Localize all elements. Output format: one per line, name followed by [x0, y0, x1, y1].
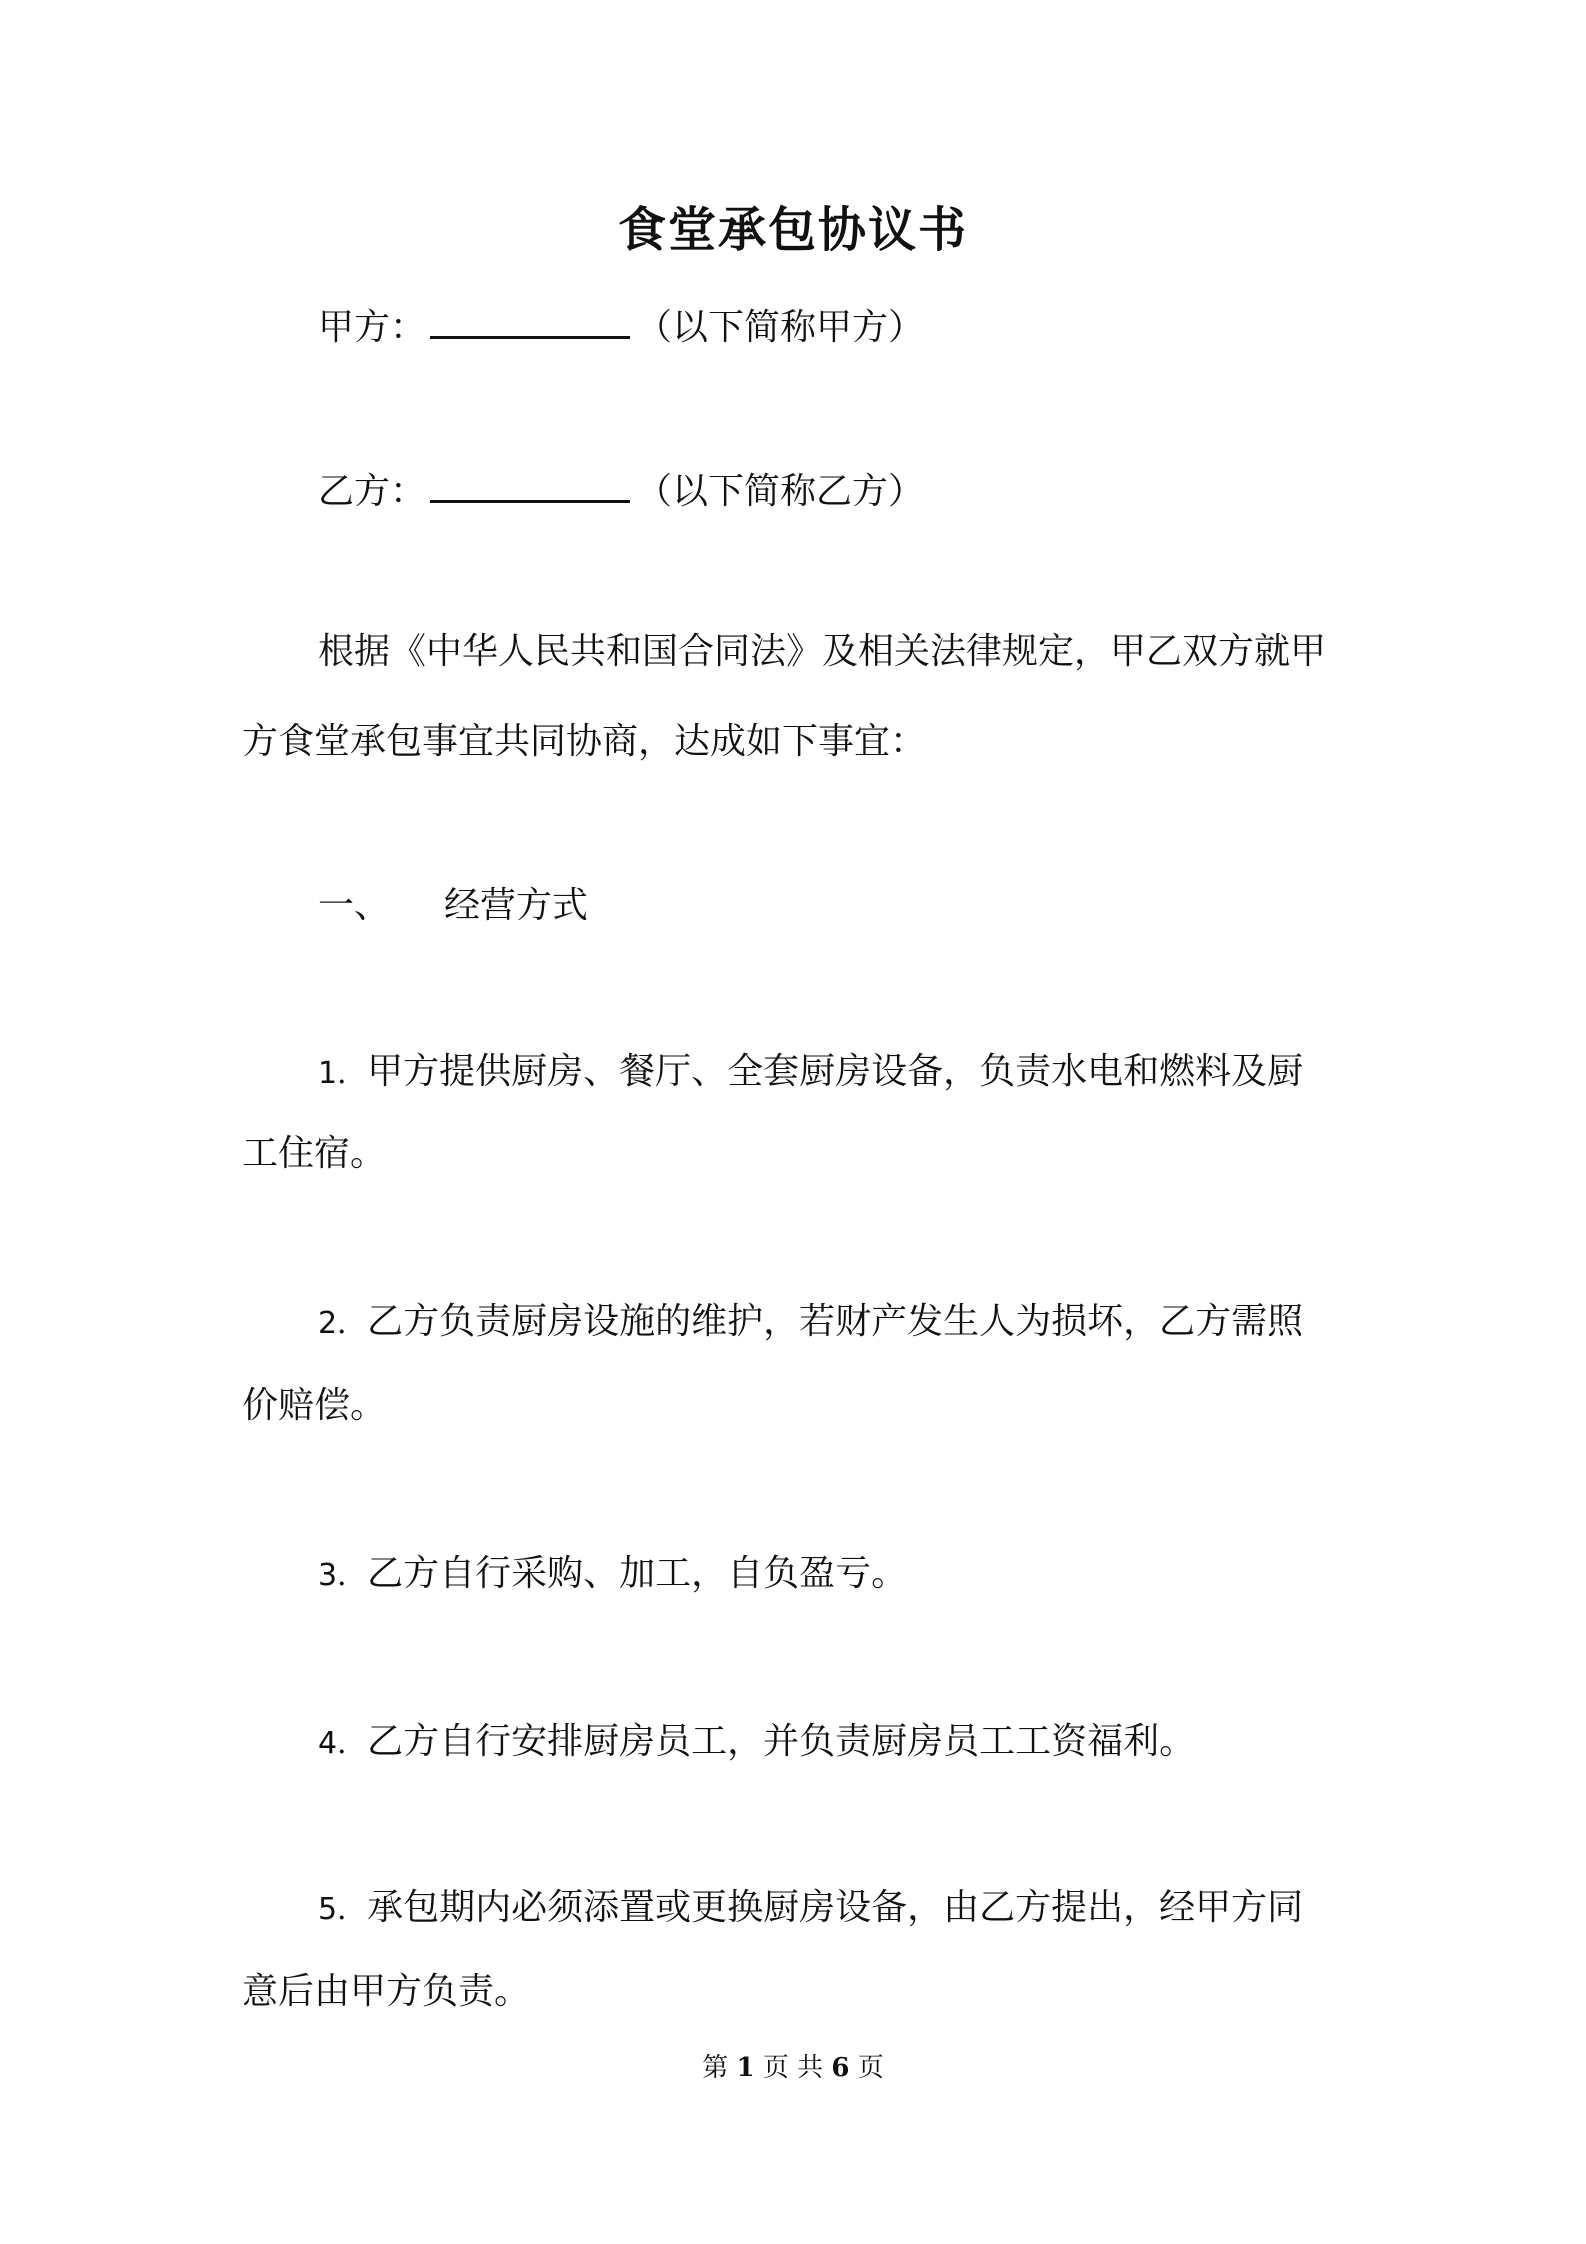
footer-total-pages: 6 — [831, 2053, 850, 2083]
section-title: 经营方式 — [444, 885, 589, 926]
clause-1-line-2: 工住宿。 — [242, 1133, 387, 1174]
clause-number: 4． — [318, 1726, 368, 1761]
footer-prefix: 第 — [702, 2053, 729, 2083]
footer-suffix: 页 — [857, 2053, 884, 2083]
preamble-line-1: 根据《中华人民共和国合同法》及相关法律规定，甲乙双方就甲 — [318, 631, 1327, 672]
party-a-blank[interactable] — [430, 298, 630, 339]
clause-5-line-1 — [318, 1884, 1303, 1934]
footer-middle: 页 共 — [762, 2053, 824, 2083]
party-a-line — [318, 298, 924, 352]
party-b-blank[interactable] — [430, 462, 630, 503]
clause-4-line-1 — [318, 1718, 1195, 1768]
clause-text: 乙方自行采购、加工，自负盈亏。 — [367, 1553, 908, 1594]
clause-2-line-2: 价赔偿。 — [242, 1385, 387, 1426]
party-b-suffix: （以下简称乙方） — [636, 471, 925, 512]
clause-number: 2． — [318, 1306, 368, 1341]
preamble-line-2: 方食堂承包事宜共同协商，达成如下事宜： — [242, 721, 927, 762]
section-number: 一、 — [318, 885, 391, 926]
document-title: 食堂承包协议书 — [617, 202, 968, 258]
footer-page-number: 1 — [736, 2053, 755, 2083]
clause-text: 甲方提供厨房、餐厅、全套厨房设备，负责水电和燃料及厨 — [367, 1051, 1304, 1092]
section-heading — [318, 882, 588, 930]
clause-text: 承包期内必须添置或更换厨房设备，由乙方提出，经甲方同 — [367, 1887, 1304, 1928]
clause-number: 3． — [318, 1558, 368, 1593]
clause-1-line-1 — [318, 1048, 1303, 1098]
clause-3-line-1 — [318, 1550, 907, 1600]
party-b-line — [318, 462, 924, 516]
party-a-label: 甲方： — [318, 307, 427, 348]
clause-5-line-2: 意后由甲方负责。 — [242, 1971, 531, 2012]
clause-number: 5． — [318, 1892, 368, 1927]
clause-number: 1． — [318, 1056, 368, 1091]
party-b-label: 乙方： — [318, 471, 427, 512]
clause-text: 乙方负责厨房设施的维护，若财产发生人为损坏，乙方需照 — [367, 1301, 1304, 1342]
clause-2-line-1 — [318, 1298, 1303, 1348]
clause-text: 乙方自行安排厨房员工，并负责厨房员工工资福利。 — [367, 1721, 1196, 1762]
party-a-suffix: （以下简称甲方） — [636, 307, 925, 348]
page-footer — [0, 2051, 1586, 2085]
